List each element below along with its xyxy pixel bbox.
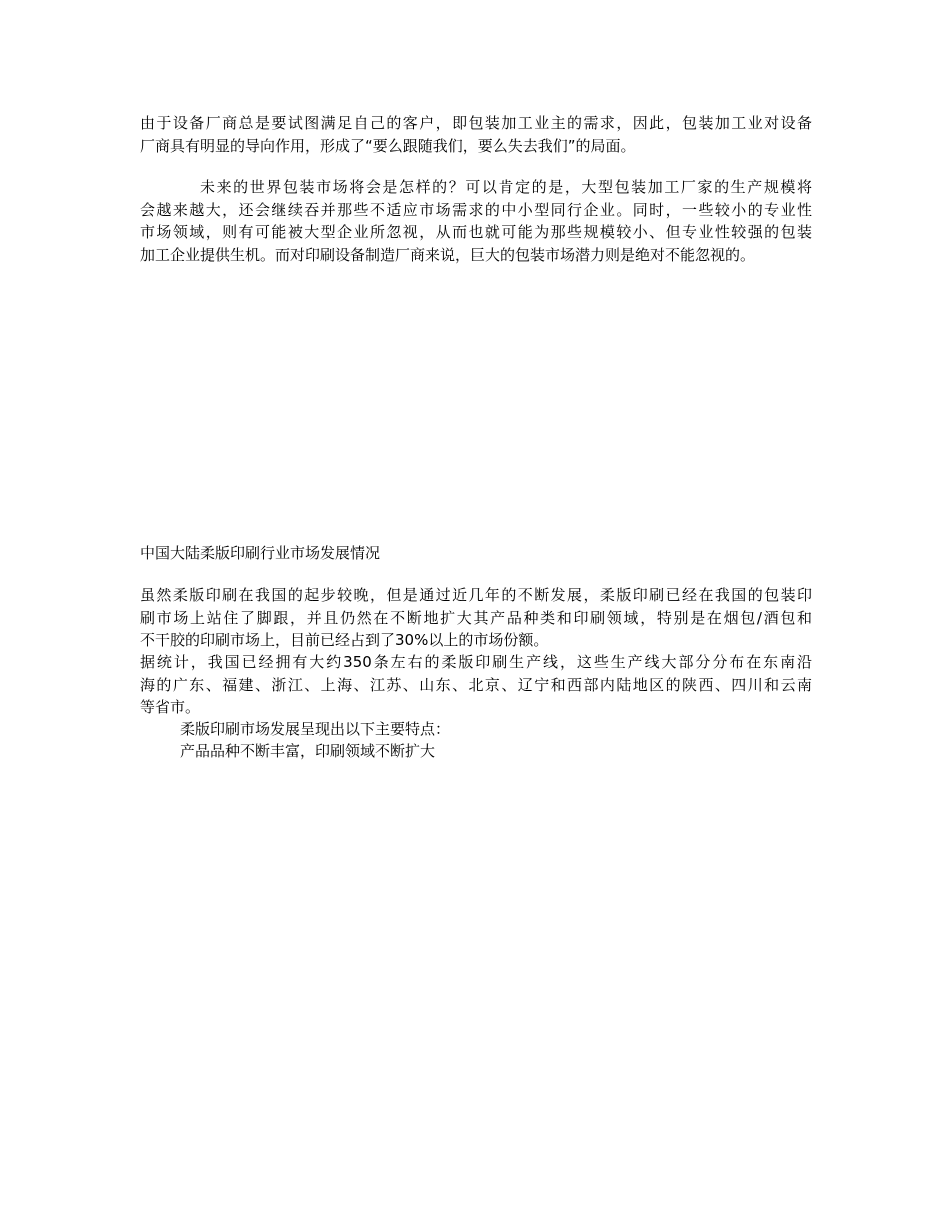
text-line: 会越来越大，还会继续吞并那些不适应市场需求的中小型同行企业。同时，一些较小的专业性	[140, 200, 812, 219]
section-heading: 中国大陆柔版印刷行业市场发展情况	[140, 544, 381, 562]
paragraph-future-market	[140, 176, 812, 266]
text-line: 由于设备厂商总是要试图满足自己的客户，即包装加工业主的需求，因此，包装加工业对设备	[140, 114, 812, 132]
text-line: 刷市场上站住了脚跟，并且仍然在不断地扩大其产品种类和印刷领域，特别是在烟包/酒包和	[140, 608, 812, 627]
text-line: 据统计，我国已经拥有大约350条左右的柔版印刷生产线，这些生产线大部分分布在东南沿	[140, 653, 812, 671]
paragraph-flexo-development	[140, 584, 812, 652]
text-line: 市场领域，则有可能被大型企业所忽视，从而也就可能为那些规模较小、但专业性较强的包装	[140, 223, 812, 241]
text-line: 不干胶的印刷市场上，目前已经占到了30%以上的市场份额。	[140, 631, 549, 649]
paragraph-statistics	[140, 651, 812, 719]
text-line: 虽然柔版印刷在我国的起步较晚，但是通过近几年的不断发展，柔版印刷已经在我国的包装印	[140, 586, 812, 604]
text-line: 未来的世界包装市场将会是怎样的？可以肯定的是，大型包装加工厂家的生产规模将	[200, 178, 812, 196]
text-line: 厂商具有明显的导向作用，形成了“要么跟随我们，要么失去我们”的局面。	[140, 136, 636, 155]
text-line: 海的广东、福建、浙江、上海、江苏、山东、北京、辽宁和西部内陆地区的陕西、四川和云南	[140, 675, 812, 694]
text-line: 加工企业提供生机。而对印刷设备制造厂商来说，巨大的包装市场潜力则是绝对不能忽视的。	[140, 245, 756, 264]
indented-line-product-variety: 产品品种不断丰富，印刷领域不断扩大	[180, 742, 436, 760]
indented-line-features: 柔版印刷市场发展呈现出以下主要特点：	[180, 720, 451, 738]
paragraph-equipment-makers	[140, 112, 812, 157]
text-line: 等省市。	[140, 698, 201, 716]
